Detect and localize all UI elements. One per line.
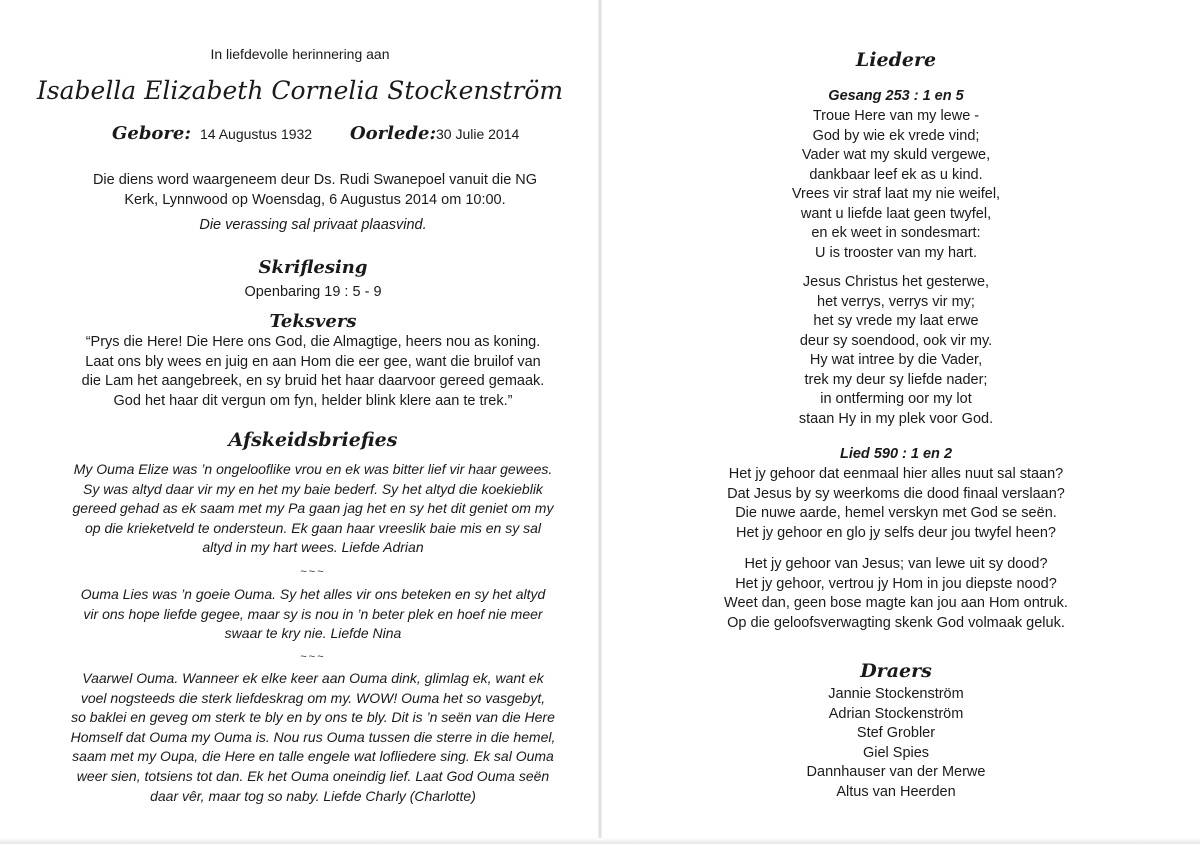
letter-adrian: [0, 460, 626, 558]
letter-line: vir ons hope liefde gegee, maar sy is nou in ’n beter plek en hoef nie meer: [83, 605, 543, 622]
letter-line: gereed gehad as ek saam met my Pa gaan jag het en sy het dit geniet om my: [72, 500, 554, 517]
hymn-verse-2: [600, 273, 1192, 429]
hymn-line: Hy wat intree by die Vader,: [809, 352, 983, 368]
right-page: [600, 0, 1200, 844]
bearer-name: Stef Grobler: [856, 725, 936, 741]
hymn-line: want u liefde laat geen twyfel,: [800, 205, 992, 222]
reading-reference: Openbaring 19 : 5 - 9: [244, 284, 382, 300]
hymn-verse-1: [600, 107, 1192, 263]
hymn-line: Jesus Christus het gesterwe,: [802, 274, 990, 290]
hymn-line: in ontferming oor my lot: [820, 391, 972, 407]
verse-line: Laat ons bly wees en juig en aan Hom die eer gee, want die bruilof van: [85, 353, 541, 370]
letter-line: Homself dat Ouma my Ouma is. Nou rus Ouma tussen die sterre in die hemel,: [70, 728, 556, 745]
paper-edge: [0, 838, 1200, 844]
letter-charly: [0, 669, 626, 806]
verse-line: die Lam het aangebreek, en sy bruid het haar daarvoor gereed gemaak.: [81, 373, 545, 389]
hymn-line: het verrys, verrys vir my;: [817, 293, 975, 310]
bearer-name: Jannie Stockenström: [828, 686, 964, 702]
hymn-line: U is trooster van my hart.: [815, 244, 977, 261]
intro-text: In liefdevolle herinnering aan: [210, 46, 390, 62]
song-line: Het jy gehoor en glo jy selfs deur jou twyfel heen?: [736, 524, 1056, 541]
letter-line: voel nogsteeds die sterk liefdeskrag om my. WOW! Ouma het so vasgebyt,: [80, 689, 546, 706]
hymn-line: Vrees vir straf laat my nie weifel,: [791, 186, 1001, 202]
song-line: Het jy gehoor van Jesus; van lewe uit sy dood?: [744, 556, 1048, 572]
separator: ~~~: [300, 566, 326, 578]
hymn-line: deur sy soendood, ook vir my.: [799, 332, 993, 349]
hymn-line: God by wie ek vrede vind;: [812, 127, 980, 144]
letter-line: weer sien, totsiens tot dan. Ek het Ouma oneindig lief. Laat God Ouma seën: [76, 767, 550, 784]
hymn-line: trek my deur sy liefde nader;: [804, 371, 988, 388]
service-details: [0, 170, 630, 210]
service-line: Kerk, Lynnwood op Woensdag, 6 Augustus 2014 om 10:00.: [124, 192, 506, 208]
verse-line: “Prys die Here! Die Here ons God, die Almagtige, heers nou as koning.: [85, 334, 541, 350]
hymn-line: Troue Here van my lewe -: [812, 108, 980, 124]
bearers-heading: Draers: [860, 660, 932, 682]
bearers-list: [600, 685, 1192, 802]
letter-line: Vaarwel Ouma. Wanneer ek elke keer aan Ouma dink, glimlag ek, want ek: [82, 670, 544, 686]
bearer-name: Dannhauser van der Merwe: [806, 764, 986, 780]
letter-line: so baklei en geveg om sterk te bly en by ons te bly. Dit is ’n seën van die Here: [71, 709, 555, 726]
letters-heading: Afskeidsbriefies: [228, 429, 398, 451]
song-verse-1: [600, 465, 1192, 543]
letter-line: op die krieketveld te ondersteun. Ek gaan haar vreeslik baie mis en sy sal: [84, 519, 542, 536]
song-line: Op die geloofsverwagting skenk God volmaak geluk.: [727, 614, 1065, 631]
cremation-note: Die verassing sal privaat plaasvind.: [199, 217, 427, 233]
bearer-name: Adrian Stockenström: [828, 705, 964, 722]
letter-line: My Ouma Elize was ’n ongelooflike vrou en ek was bitter lief vir haar gewees.: [73, 461, 553, 477]
songs-heading: Liedere: [855, 49, 937, 71]
hymn-line: Vader wat my skuld vergewe,: [801, 147, 991, 163]
song-line: Het jy gehoor, vertrou jy Hom in jou diepste nood?: [735, 575, 1057, 592]
died-date: 30 Julie 2014: [436, 126, 520, 142]
verse-heading: Teksvers: [269, 311, 357, 332]
song-line: Weet dan, geen bose magte kan jou aan Hom ontruk.: [724, 595, 1068, 611]
born-label: Gebore:: [112, 123, 191, 144]
song-line: Die nuwe aarde, hemel verskyn met God se seën.: [735, 505, 1057, 521]
letter-line: saam met my Oupa, die Here en talle engele wat lofliedere sing. Ek sal Ouma: [72, 748, 554, 765]
separator: ~~~: [300, 651, 326, 663]
letter-line: daar vêr, maar tog so naby. Liefde Charly (Charlotte): [150, 787, 476, 804]
hymn-line: dankbaar leef ek as u kind.: [809, 166, 983, 183]
song-verse-2: [600, 555, 1192, 633]
died-label: Oorlede:: [350, 123, 437, 144]
letter-nina: [0, 585, 626, 644]
born-date: 14 Augustus 1932: [200, 126, 313, 142]
verse-text: [0, 333, 626, 411]
bearer-name: Giel Spies: [862, 744, 930, 761]
deceased-name: Isabella Elizabeth Cornelia Stockenström: [36, 76, 564, 105]
hymn-line: en ek weet in sondesmart:: [811, 225, 981, 241]
bearer-name: Altus van Heerden: [836, 783, 956, 800]
song-title: Lied 590 : 1 en 2: [839, 446, 953, 462]
letter-line: Ouma Lies was ’n goeie Ouma. Sy het alles vir ons beteken en sy het altyd: [80, 586, 546, 602]
letter-line: altyd in my hart wees. Liefde Adrian: [202, 539, 424, 556]
reading-heading: Skriflesing: [258, 257, 368, 278]
hymn-line: staan Hy in my plek voor God.: [798, 410, 994, 427]
song-line: Het jy gehoor dat eenmaal hier alles nuut sal staan?: [728, 466, 1064, 482]
hymn-line: het sy vrede my laat erwe: [813, 313, 979, 329]
letter-line: swaar te kry nie. Liefde Nina: [224, 625, 402, 642]
song-line: Dat Jesus by sy weerkoms die dood finaal verslaan?: [727, 485, 1065, 502]
hymn-title: Gesang 253 : 1 en 5: [828, 88, 964, 104]
letter-line: Sy was altyd daar vir my en het my baie bederf. Sy het altyd die koekieblik: [83, 480, 543, 497]
verse-line: God het haar dit vergun om fyn, helder blink klere aan te trek.”: [113, 392, 513, 409]
service-line: Die diens word waargeneem deur Ds. Rudi Swanepoel vanuit die NG: [92, 172, 538, 188]
